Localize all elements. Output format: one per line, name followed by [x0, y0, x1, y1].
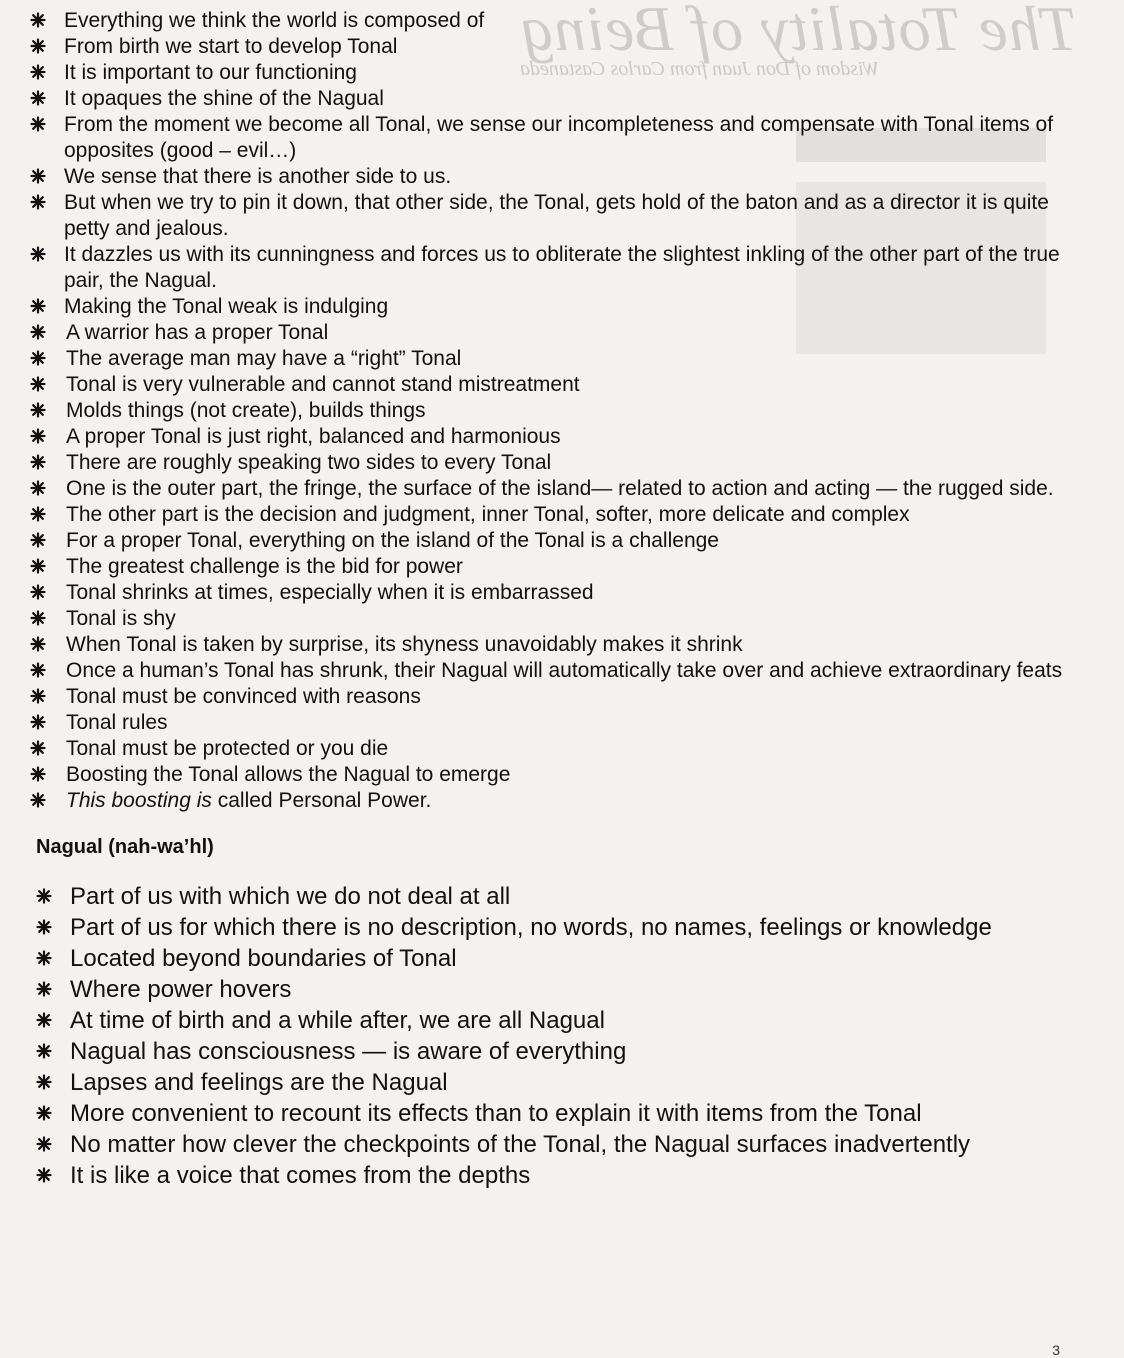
list-item-text: Once a human’s Tonal has shrunk, their Nagual will automatically take over and achieve extraordinary feats	[66, 659, 1063, 682]
nagual-list	[30, 881, 1100, 1191]
list-item	[30, 974, 1100, 1005]
bullet-icon	[36, 1105, 52, 1121]
bullet-icon	[30, 168, 46, 184]
list-item	[30, 424, 1100, 450]
bullet-icon	[36, 1074, 52, 1090]
bullet-icon	[30, 350, 46, 366]
list-item-text: The average man may have a “right” Tonal	[66, 347, 462, 370]
list-item-text: It is like a voice that comes from the depths	[70, 1162, 531, 1189]
list-item-text: One is the outer part, the fringe, the surface of the island— related to action and acting — the rugged side.	[66, 477, 1054, 500]
list-item	[30, 943, 1100, 974]
list-item	[30, 788, 1100, 814]
list-item	[30, 398, 1100, 424]
bullet-icon	[30, 714, 46, 730]
list-item-text: When Tonal is taken by surprise, its shyness unavoidably makes it shrink	[66, 633, 743, 656]
list-item-text: It opaques the shine of the Nagual	[64, 87, 384, 110]
list-item-text: From the moment we become all Tonal, we sense our incompleteness and compensate with Tonal items of opposites (good – evil…)	[64, 113, 1054, 162]
list-item-text: The greatest challenge is the bid for power	[66, 555, 463, 578]
bullet-icon	[30, 194, 46, 210]
list-item	[30, 632, 1100, 658]
list-item-text: Tonal is very vulnerable and cannot stand mistreatment	[66, 373, 580, 396]
list-item	[30, 190, 1100, 242]
list-item	[30, 1098, 1100, 1129]
list-item-text: More convenient to recount its effects than to explain it with items from the Tonal	[70, 1100, 922, 1127]
page-number: 3	[1052, 1342, 1060, 1358]
list-item	[30, 606, 1100, 632]
list-item-text: Located beyond boundaries of Tonal	[70, 945, 457, 972]
bullet-icon	[36, 1136, 52, 1152]
bullet-icon	[30, 688, 46, 704]
list-item	[30, 554, 1100, 580]
bullet-icon	[30, 532, 46, 548]
list-item-text: Molds things (not create), builds things	[66, 399, 426, 422]
list-item-text: Tonal is shy	[66, 607, 176, 630]
list-item-text: Tonal must be protected or you die	[66, 737, 389, 760]
bleed-through-subtitle: Wisdom of Don Juan from Carlos Castaneda	[520, 58, 880, 80]
list-item-text: Tonal must be convinced with reasons	[66, 685, 421, 708]
list-item	[30, 60, 1100, 86]
bullet-icon	[30, 480, 46, 496]
list-item-text: Tonal shrinks at times, especially when it is embarrassed	[66, 581, 594, 604]
list-item	[30, 346, 1100, 372]
list-item-text: Where power hovers	[70, 976, 292, 1003]
tonal-list	[30, 8, 1100, 814]
list-item-text: Nagual has consciousness — is aware of everything	[70, 1038, 627, 1065]
list-item	[30, 86, 1100, 112]
list-item	[30, 736, 1100, 762]
list-item	[30, 710, 1100, 736]
bullet-icon	[30, 324, 46, 340]
bullet-icon	[30, 246, 46, 262]
list-item	[30, 502, 1100, 528]
bullet-icon	[30, 662, 46, 678]
list-item	[30, 320, 1100, 346]
list-item-text: Everything we think the world is composed of	[64, 9, 485, 32]
list-item-text: From birth we start to develop Tonal	[64, 35, 398, 58]
list-item-text: We sense that there is another side to us.	[64, 165, 452, 188]
list-item-text: Boosting the Tonal allows the Nagual to emerge	[66, 763, 511, 786]
bullet-icon	[30, 402, 46, 418]
bullet-icon	[36, 888, 52, 904]
list-item	[30, 1036, 1100, 1067]
list-item-text: It dazzles us with its cunningness and forces us to obliterate the slightest inkling of the other part of the true pair, the Nagual.	[64, 243, 1060, 292]
list-item	[30, 1005, 1100, 1036]
list-item-text: There are roughly speaking two sides to every Tonal	[66, 451, 552, 474]
list-item	[30, 881, 1100, 912]
list-item	[30, 1129, 1100, 1160]
list-item	[30, 1160, 1100, 1191]
list-item-text: Part of us with which we do not deal at all	[70, 883, 511, 910]
bleed-through-title: The Totality of Being	[520, 0, 1078, 64]
document-body	[30, 8, 1100, 1191]
list-item	[30, 294, 1100, 320]
list-item-text: A proper Tonal is just right, balanced and harmonious	[66, 425, 561, 448]
list-item-text: It is important to our functioning	[64, 61, 357, 84]
list-item-text: At time of birth and a while after, we are all Nagual	[70, 1007, 605, 1034]
bullet-icon	[30, 298, 46, 314]
bullet-icon	[30, 740, 46, 756]
bullet-icon	[36, 981, 52, 997]
list-item-text: called Personal Power.	[211, 789, 432, 812]
bullet-icon	[30, 792, 46, 808]
bullet-icon	[36, 1043, 52, 1059]
list-item	[30, 34, 1100, 60]
bullet-icon	[30, 116, 46, 132]
bullet-icon	[30, 428, 46, 444]
list-item	[30, 912, 1100, 943]
list-item	[30, 684, 1100, 710]
list-item	[30, 580, 1100, 606]
list-item	[30, 242, 1100, 294]
bullet-icon	[30, 558, 46, 574]
list-item-text-italic: This boosting is	[66, 789, 212, 812]
bullet-icon	[30, 38, 46, 54]
list-item	[30, 372, 1100, 398]
bullet-icon	[30, 506, 46, 522]
list-item-text: Lapses and feelings are the Nagual	[70, 1069, 448, 1096]
bullet-icon	[30, 376, 46, 392]
list-item	[30, 164, 1100, 190]
bullet-icon	[30, 12, 46, 28]
list-item	[30, 8, 1100, 34]
list-item	[30, 762, 1100, 788]
bullet-icon	[30, 610, 46, 626]
bullet-icon	[30, 64, 46, 80]
list-item	[30, 658, 1100, 684]
bullet-icon	[36, 1012, 52, 1028]
bullet-icon	[36, 950, 52, 966]
list-item-text: The other part is the decision and judgment, inner Tonal, softer, more delicate and complex	[66, 503, 910, 526]
list-item	[30, 450, 1100, 476]
list-item-text: For a proper Tonal, everything on the island of the Tonal is a challenge	[66, 529, 719, 552]
bullet-icon	[30, 766, 46, 782]
bullet-icon	[36, 919, 52, 935]
list-item-text: No matter how clever the checkpoints of the Tonal, the Nagual surfaces inadvertently	[70, 1131, 971, 1158]
bullet-icon	[30, 454, 46, 470]
bullet-icon	[36, 1167, 52, 1183]
list-item	[30, 528, 1100, 554]
section-heading-nagual: Nagual (nah-wa’hl)	[36, 836, 214, 858]
list-item	[30, 1067, 1100, 1098]
list-item	[30, 476, 1100, 502]
list-item-text: But when we try to pin it down, that other side, the Tonal, gets hold of the baton and as a director it is quite petty and jealous.	[64, 191, 1049, 240]
list-item-text: Making the Tonal weak is indulging	[64, 295, 389, 318]
list-item-text: Tonal rules	[66, 711, 168, 734]
list-item	[30, 112, 1100, 164]
list-item-text: Part of us for which there is no description, no words, no names, feelings or knowledge	[70, 914, 992, 941]
list-item-text: A warrior has a proper Tonal	[66, 321, 329, 344]
bullet-icon	[30, 636, 46, 652]
bullet-icon	[30, 90, 46, 106]
bullet-icon	[30, 584, 46, 600]
